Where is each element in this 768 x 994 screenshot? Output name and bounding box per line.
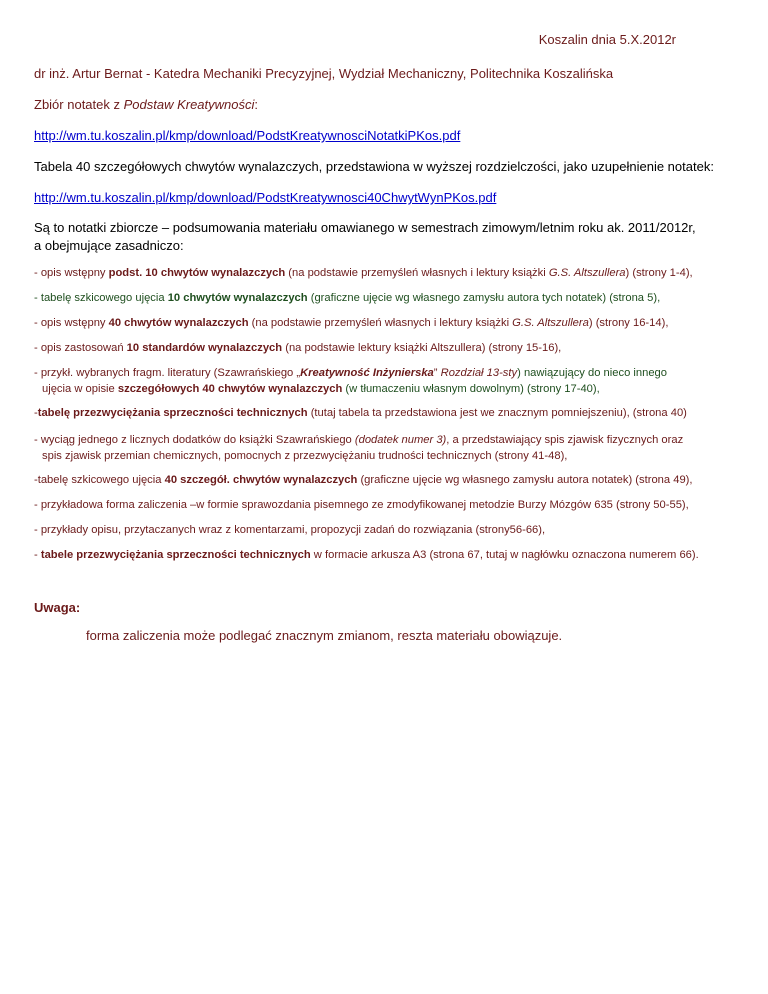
item-text: - wyciąg jednego z licznych dodatków do książki Szawrańskiego [34,434,355,446]
list-item [34,405,687,421]
document-date: Koszalin dnia 5.X.2012r [538,32,676,47]
author-line: dr inż. Artur Bernat - Katedra Mechaniki Precyzyjnej, Wydział Mechaniczny, Politechnika Koszalińska [34,66,614,81]
item-text: (na podstawie przemyśleń własnych i lektury książki [285,267,549,279]
table-pdf-link[interactable]: http://wm.tu.koszalin.pl/kmp/download/PodstKreatywnosci40ChwytWynPKos.pdf [34,190,497,205]
item-text: ) (strony 16-14), [588,317,669,329]
item-text: - przykł. wybranych fragm. literatury (Szawrańskiego „ [34,367,301,379]
item-italic: (dodatek numer 3) [354,434,447,446]
item-text: (na podstawie lektury książki Altszullera) (strony 15-16), [282,342,562,354]
table-note-text: Tabela 40 szczegółowych chwytów wynalazczych, przedstawiona w wyższej rozdzielczości, jako uzupełnienie notatek: [34,159,714,174]
table-link-line [34,190,496,205]
item-bold-italic: Kreatywność Inżynierska [300,367,434,379]
item-italic: G.S. Altszullera [548,267,626,279]
uwaga-heading: Uwaga: [34,600,81,615]
item-text: ) (strony 1-4), [625,267,693,279]
item-bold: 10 standardów wynalazczych [126,342,283,354]
item-text: -tabelę szkicowego ujęcia [34,474,165,486]
list-item [34,265,693,281]
item-bold: 40 szczegół. chwytów wynalazczych [164,474,358,486]
item-bold: 40 chwytów wynalazczych [108,317,249,329]
item-bold: podst. 10 chwytów wynalazczych [108,267,286,279]
item-text: (w tłumaczeniu własnym dowolnym) (strony 17-40), [342,383,600,395]
list-item [34,472,693,488]
item-text: - opis wstępny [34,317,109,329]
collection-title: Podstaw Kreatywności [123,97,255,112]
item-text: , a przedstawiający spis zjawisk fizycznych oraz [446,434,684,446]
item-text: w formacie arkusza A3 (strona 67, tutaj w nagłówku oznaczona numerem 66). [310,549,699,561]
list-item [34,315,668,331]
item-text: (graficzne ujęcie wg własnego zamysłu autora notatek) (strona 49), [357,474,693,486]
item-text: - [34,549,41,561]
list-item [34,522,545,538]
item-text: ujęcia w opisie [42,383,118,395]
collection-suffix: : [254,97,259,112]
item-italic: G.S. Altszullera [512,317,589,329]
item-bold: szczegółowych 40 chwytów wynalazczych [117,383,343,395]
item-text: (graficzne ujęcie wg własnego zamysłu autora tych notatek) (strona 5), [307,292,661,304]
list-item [34,365,667,397]
item-text: - opis zastosowań [34,342,127,354]
collection-line [34,97,258,112]
item-text: - przykłady opisu, przytaczanych wraz z komentarzami, propozycji zadań do rozwiązania (strony56-66), [34,524,546,536]
intro-line-2: a obejmujące zasadniczo: [34,238,184,253]
item-text: - [34,407,38,419]
item-text: ” [433,367,441,379]
list-item [34,340,561,356]
notes-link-line [34,128,460,143]
item-bold: tabelę przezwyciężania sprzeczności technicznych [37,407,308,419]
uwaga-note: forma zaliczenia może podlegać znacznym zmianom, reszta materiału obowiązuje. [86,628,563,643]
item-text: spis zjawisk przemian chemicznych, pomocnych z przezwyciężaniu trudności technicznych (strony 41-48), [42,450,568,462]
item-text: (tutaj tabela ta przedstawiona jest we znacznym pomniejszeniu), (strona 40) [307,407,687,419]
list-item [34,547,699,563]
item-text: (na podstawie przemyśleń własnych i lektury książki [248,317,513,329]
item-bold: 10 chwytów wynalazczych [167,292,308,304]
list-item [34,432,683,464]
item-text: - przykładowa forma zaliczenia –w formie sprawozdania pisemnego ze zmodyfikowanej metodzie Burzy Mózgów 635 (strony 50-55), [34,499,689,511]
item-text: ) nawiązujący do nieco innego [517,367,667,379]
list-item [34,497,689,513]
list-item [34,290,660,306]
item-bold: tabele przezwyciężania sprzeczności technicznych [40,549,311,561]
notes-pdf-link[interactable]: http://wm.tu.koszalin.pl/kmp/download/PodstKreatywnosciNotatkiPKos.pdf [34,128,461,143]
item-text: - tabelę szkicowego ujęcia [34,292,168,304]
collection-prefix: Zbiór notatek z [34,97,124,112]
intro-line-1: Są to notatki zbiorcze – podsumowania materiału omawianego w semestrach zimowym/letnim roku ak. 2011/2012r, [34,220,696,235]
item-text: - opis wstępny [34,267,109,279]
item-italic: Rozdział 13-sty [440,367,518,379]
